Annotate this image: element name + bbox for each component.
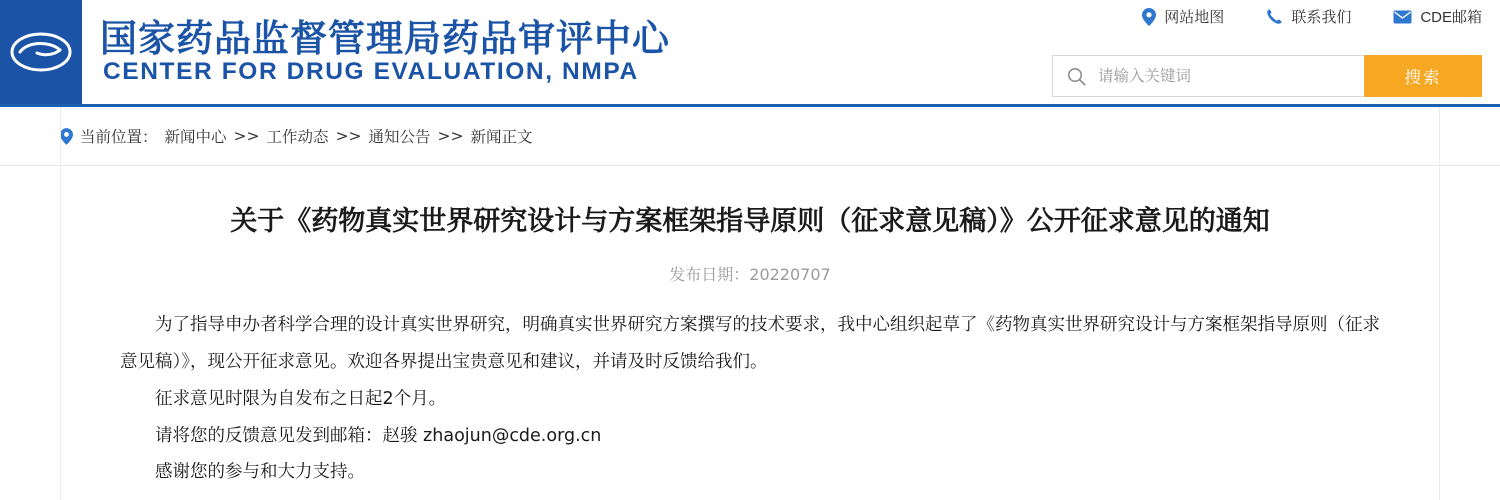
top-nav	[1142, 6, 1482, 27]
top-link-mailbox[interactable]	[1393, 6, 1482, 27]
site-title-en: CENTER FOR DRUG EVALUATION, NMPA	[103, 58, 639, 85]
page-title: 关于《药物真实世界研究设计与方案框架指导原则（征求意见稿）》公开征求意见的通知	[230, 206, 1270, 237]
breadcrumb-separator: >>	[437, 127, 464, 145]
top-link-label: 网站地图	[1164, 9, 1225, 26]
breadcrumb-bar	[0, 107, 1500, 166]
breadcrumb-prefix: 当前位置：	[80, 128, 158, 146]
breadcrumb	[60, 125, 533, 147]
site-header	[0, 0, 1500, 107]
phone-icon	[1266, 8, 1283, 25]
search-input-wrap[interactable]	[1052, 55, 1364, 97]
top-link-label: CDE邮箱	[1420, 9, 1482, 26]
breadcrumb-item-work-updates[interactable]: 工作动态	[266, 128, 329, 146]
article-paragraph: 请将您的反馈意见发到邮箱：赵骏 zhaojun@cde.org.cn	[155, 425, 602, 446]
location-pin-icon	[1142, 8, 1156, 26]
cde-emblem-icon	[10, 29, 72, 75]
breadcrumb-item-article[interactable]: 新闻正文	[470, 128, 533, 146]
search-button[interactable]: 搜索	[1364, 55, 1482, 97]
search-input[interactable]	[1096, 55, 1364, 97]
breadcrumb-separator: >>	[233, 127, 260, 145]
breadcrumb-item-news-center[interactable]: 新闻中心	[164, 128, 227, 146]
envelope-icon	[1393, 10, 1412, 24]
search-bar	[1052, 55, 1482, 97]
site-title-zh: 国家药品监督管理局药品审评中心	[100, 17, 670, 60]
article-body	[120, 307, 1380, 491]
breadcrumb-separator: >>	[335, 127, 362, 145]
breadcrumb-item-announcements[interactable]: 通知公告	[368, 128, 431, 146]
article-paragraph: 感谢您的参与和大力支持。	[155, 462, 365, 483]
site-logo[interactable]	[0, 0, 82, 104]
article-paragraph: 征求意见时限为自发布之日起2个月。	[155, 388, 447, 409]
top-link-sitemap[interactable]	[1142, 6, 1224, 27]
article	[0, 204, 1500, 491]
search-icon	[1067, 67, 1086, 86]
publish-date: 发布日期：20220707	[669, 265, 831, 285]
article-paragraph: 为了指导申办者科学合理的设计真实世界研究，明确真实世界研究方案撰写的技术要求，我中心组织起草了《药物真实世界研究设计与方案框架指导原则（征求意见稿）》，现公开征求意见。欢迎各界提出宝贵意见和建议，并请及时反馈给我们。	[120, 315, 1380, 373]
location-pin-icon	[60, 128, 73, 145]
top-link-contact[interactable]	[1266, 6, 1351, 27]
top-link-label: 联系我们	[1291, 9, 1352, 26]
